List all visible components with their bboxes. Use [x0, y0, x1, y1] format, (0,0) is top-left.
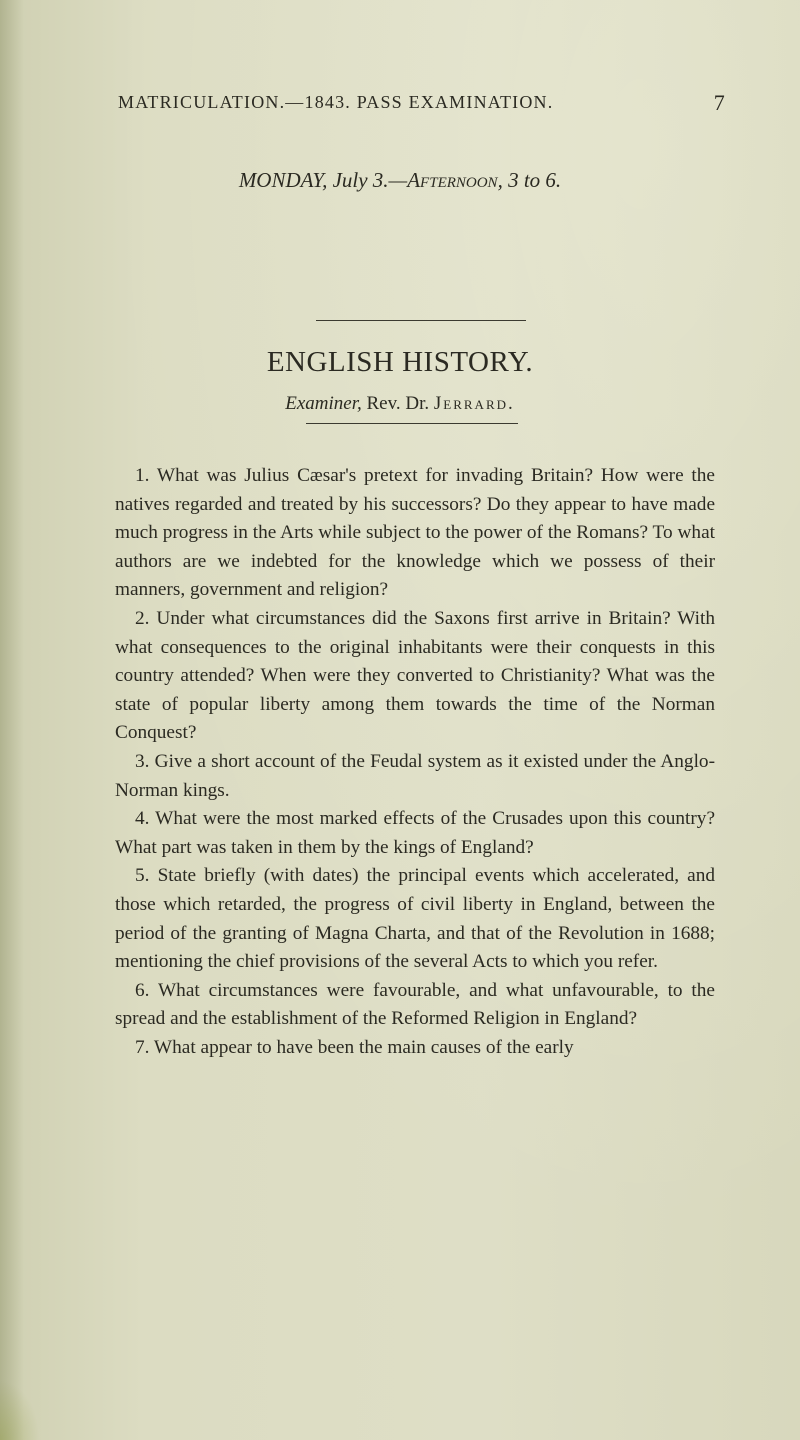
divider-top — [316, 320, 526, 321]
question-5: 5. State briefly (with dates) the principal events which accelerated, and those which retarded, the progress of civil liberty in England, between the period of the granting of Magna Charta, and that of the Revolution in 1688; mentioning the chief provisions of the several Acts to which you refer. — [115, 865, 715, 973]
divider-bottom — [306, 423, 518, 424]
question-6: 6. What circumstances were favourable, and what unfavourable, to the spread and the establishment of the Reformed Religion in England? — [115, 979, 715, 1030]
running-head — [118, 90, 726, 115]
session-date: July 3.— — [332, 168, 408, 192]
question-2: 2. Under what circumstances did the Saxons first arrive in Britain? With what consequences to the original inhabitants were their conquests in this country attended? When were they converted to Christianity? What was the state of popular liberty among them towards the time of the Norman Conquest? — [115, 607, 715, 744]
question-1: 1. What was Julius Cæsar's pretext for invading Britain? How were the natives regarded and treated by his successors? Do they appear to have made much progress in the Arts while subject to the power of the Romans? To what authors are we indebted for the knowledge which we possess of their manners, government and religion? — [115, 465, 715, 601]
question-list — [115, 462, 715, 1062]
page-edge-shadow — [0, 0, 24, 1440]
question-4: 4. What were the most marked effects of the Crusades upon this country? What part was taken in them by the kings of England? — [115, 808, 715, 858]
session-day: MONDAY, — [238, 168, 328, 192]
examiner-label: Examiner, — [285, 393, 362, 414]
session-line — [0, 168, 800, 193]
subject-title: ENGLISH HISTORY. — [266, 346, 534, 378]
examiner-line — [0, 393, 800, 415]
page-number: 7 — [713, 90, 726, 115]
examiner-surname: Jerrard. — [433, 393, 515, 414]
running-head-title: MATRICULATION.—1843. PASS EXAMINATION. — [118, 92, 554, 112]
question-7: 7. What appear to have been the main causes of the early — [135, 1036, 574, 1058]
page-stain — [0, 1380, 40, 1440]
question-3: 3. Give a short account of the Feudal system as it existed under the Anglo-Norman kings. — [115, 750, 715, 801]
session-period: Afternoon, — [407, 168, 503, 192]
session-hours: 3 to 6. — [508, 168, 562, 192]
examiner-name: Rev. Dr. — [366, 393, 430, 414]
